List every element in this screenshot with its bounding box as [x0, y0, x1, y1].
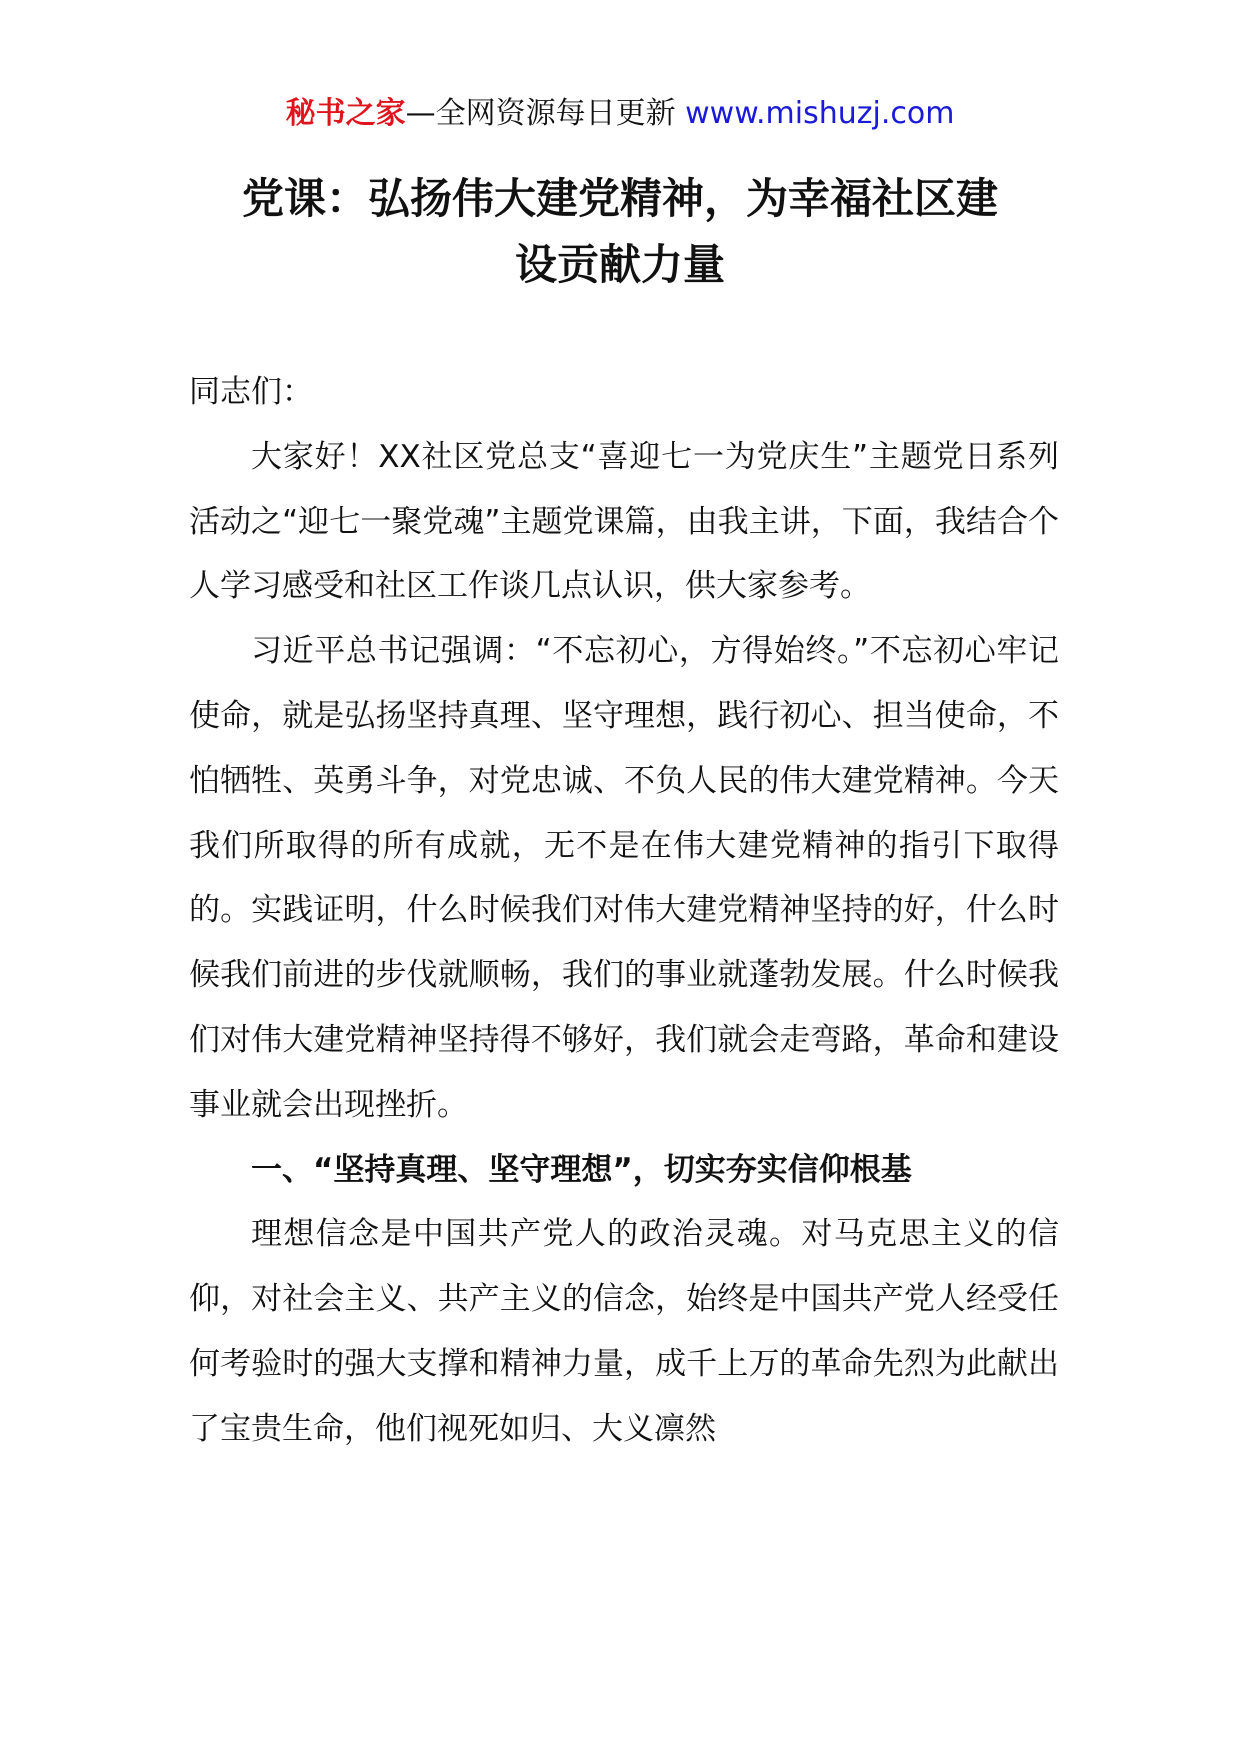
- paragraph-section-1: 理想信念是中国共产党人的政治灵魂。对马克思主义的信仰，对社会主义、共产主义的信念，始终是中国共产党人经受任何考验时的强大支撑和精神力量，成千上万的革命先烈为此献出了宝贵生命，他们视死如归、大义凛然: [189, 1216, 1059, 1447]
- document-title-line-2: 设贡献力量: [514, 240, 725, 289]
- document-body: [189, 360, 1059, 1462]
- section-heading-1: 一、“坚持真理、坚守理想”，切实夯实信仰根基: [251, 1151, 912, 1188]
- document-title-line-1: 党课：弘扬伟大建党精神，为幸福社区建: [241, 174, 998, 223]
- site-url-link[interactable]: www.mishuzj.com: [685, 96, 955, 131]
- site-header: [0, 92, 1240, 136]
- brand-name: 秘书之家: [285, 96, 406, 131]
- paragraph-intro: 大家好！XX社区党总支“喜迎七一为党庆生”主题党日系列活动之“迎七一聚党魂”主题党课篇，由我主讲，下面，我结合个人学习感受和社区工作谈几点认识，供大家参考。: [189, 438, 1059, 605]
- document-title: [150, 166, 1090, 298]
- header-tagline: —全网资源每日更新: [405, 96, 676, 131]
- salutation: 同志们：: [189, 374, 313, 410]
- paragraph-quote: 习近平总书记强调：“不忘初心，方得始终。”不忘初心牢记使命，就是弘扬坚持真理、坚守理想，践行初心、担当使命，不怕牺牲、英勇斗争，对党忠诚、不负人民的伟大建党精神。今天我们所取得的所有成就，无不是在伟大建党精神的指引下取得的。实践证明，什么时候我们对伟大建党精神坚持的好，什么时候我们前进的步伐就顺畅，我们的事业就蓬勃发展。什么时候我们对伟大建党精神坚持得不够好，我们就会走弯路，革命和建设事业就会出现挫折。: [189, 633, 1059, 1123]
